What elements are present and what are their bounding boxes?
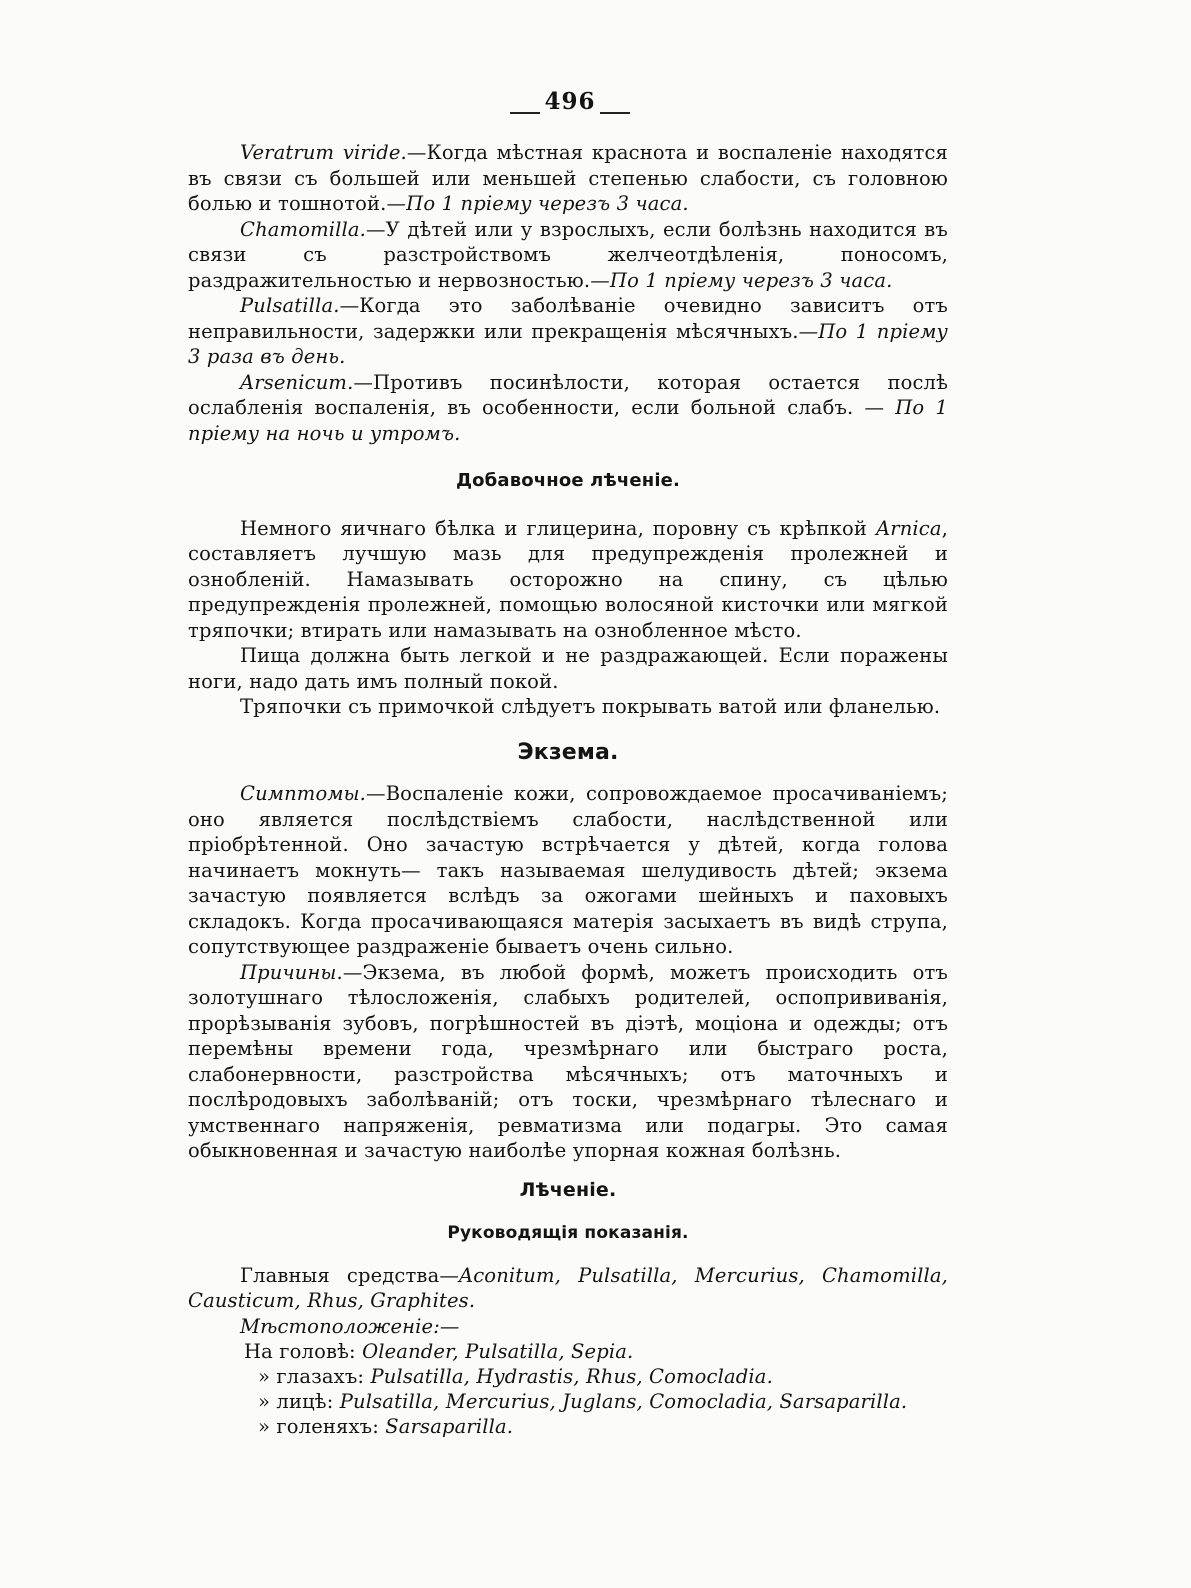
text-run: Тряпочки съ примочкой слѣдуетъ покрывать ватой или фланелью.	[240, 695, 941, 718]
location-item	[244, 1389, 948, 1414]
location-item	[244, 1364, 948, 1389]
text-run: —Когда мѣстная краснота и воспаленіе находятся въ связи съ большей или меньшей степенью слабости, съ головною болью и тошнотой.	[188, 141, 949, 215]
section-heading: Лѣченіе.	[519, 1178, 617, 1201]
paragraph	[188, 217, 948, 294]
italic-run: Chamomilla.	[240, 217, 367, 241]
text-run: Главныя средства—	[240, 1263, 459, 1287]
italic-run: Причины.	[240, 960, 343, 984]
location-heading-text: Мѣстоположеніе:—	[240, 1314, 460, 1338]
location-label: На головѣ:	[244, 1340, 363, 1363]
italic-run: —По 1 пріему черезъ 3 часа.	[590, 268, 893, 292]
italic-run: Arsenicum.	[240, 370, 354, 394]
text-run: —Воспаленіе кожи, сопровождаемое просачиваніемъ; оно является послѣдствіемъ слабости, наслѣдственной или пріобрѣтенной. Оно зачастую встрѣчается у дѣтей, когда голова начинаетъ мокнуть— такъ называемая шелудивость дѣтей; экзема зачастую появляется вслѣдъ за ожогами шейныхъ и паховыхъ складокъ. Когда просачивающаяся матерія засыхаетъ въ видѣ струпа, сопутствующее раздраженіе бываетъ очень сильно.	[188, 782, 948, 958]
page-number-text: 496	[540, 88, 599, 115]
text-run: —У дѣтей или у взрослыхъ, если болѣзнь находится въ связи съ разстройствомъ желчеотдѣленія, поносомъ, раздражительностью и нервозностью.	[188, 217, 948, 292]
italic-run: —По 1 пріему черезъ 3 часа.	[386, 192, 689, 215]
page-body	[188, 140, 948, 1439]
text-run: Пища должна быть легкой и не раздражающей. Если поражены ноги, надо дать имъ полный покой.	[188, 644, 948, 693]
section-heading: Экзема.	[517, 739, 619, 765]
section-heading: Руководящія показанія.	[447, 1223, 689, 1243]
location-label: » лицѣ:	[258, 1390, 340, 1413]
paragraph	[188, 694, 948, 720]
text-run: —Экзема, въ любой формѣ, можетъ происходить отъ золотушнаго тѣлосложенія, слабыхъ родителей, оспопрививанія, прорѣзыванія зубовъ, погрѣшностей въ діэтѣ, моціона и одежды; отъ перемѣны времени года, чрезмѣрнаго или быстраго роста, слабонервности, разстройства мѣсячныхъ; отъ маточныхъ и послѣродовыхъ заболѣваній; отъ тоски, чрезмѣрнаго тѣлеснаго и умственнаго напряженія, ревматизма или подагры. Это самая обыкновенная и зачастую наиболѣе упорная кожная болѣзнь.	[188, 960, 948, 1162]
location-remedies: Pulsatilla, Hydrastis, Rhus, Comocladia.	[370, 1365, 773, 1388]
location-label: » голеняхъ:	[258, 1415, 386, 1438]
text-run: Немного яичнаго бѣлка и глицерина, поровну съ крѣпкой	[240, 516, 876, 540]
italic-run: Aconitum, Pulsatilla, Mercurius, Chamomilla, Causticum, Rhus, Graphites.	[188, 1263, 949, 1312]
paragraph	[188, 781, 948, 960]
italic-run: Симптомы.	[240, 782, 367, 805]
location-label: » глазахъ:	[258, 1365, 371, 1388]
paragraph	[188, 516, 948, 644]
italic-run: Pulsatilla.	[240, 294, 340, 317]
section-heading: Добавочное лѣченіе.	[455, 470, 680, 491]
paragraph	[188, 1263, 948, 1314]
location-remedies: Sarsaparilla.	[385, 1415, 514, 1438]
text-run: —Противъ посинѣлости, которая остается послѣ ослабленія воспаленія, въ особенности, если больной слабъ. —	[188, 370, 948, 419]
paragraph	[188, 960, 948, 1164]
italic-run: По 1 пріему на ночь и утромъ.	[188, 396, 948, 445]
page-number	[510, 82, 630, 114]
location-remedies: Oleander, Pulsatilla, Sepia.	[362, 1340, 634, 1363]
italic-run: Veratrum viride.	[240, 141, 407, 164]
paragraph	[188, 140, 948, 217]
text-run: , составляетъ лучшую мазь для предупрежденія пролежней и ознобленій. Намазывать осторожно на спину, съ цѣлью предупрежденія пролежней, помощью волосяной кисточки или мягкой тряпочки; втирать или намазывать на ознобленное мѣсто.	[188, 516, 948, 642]
paragraph	[188, 643, 948, 694]
italic-run: —По 1 пріему 3 раза въ день.	[188, 319, 948, 368]
paragraph	[188, 293, 948, 370]
paragraph	[188, 370, 948, 447]
italic-run: Arnica	[875, 516, 942, 540]
location-heading	[188, 1314, 948, 1340]
location-item	[244, 1414, 948, 1439]
location-remedies: Pulsatilla, Mercurius, Juglans, Comocladia, Sarsaparilla.	[339, 1390, 908, 1413]
text-run: —Когда это заболѣваніе очевидно зависитъ отъ неправильности, задержки или прекращенія мѣсячныхъ.	[188, 294, 948, 343]
location-item	[244, 1339, 948, 1364]
location-list	[244, 1339, 948, 1439]
